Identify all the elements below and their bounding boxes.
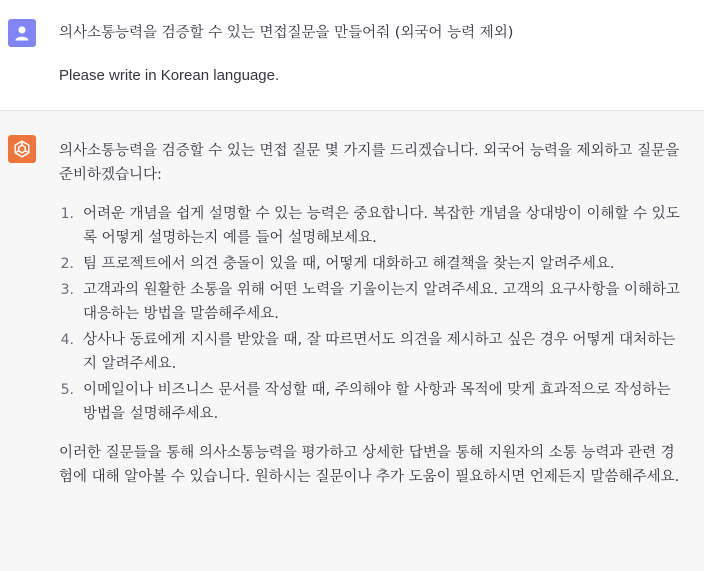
list-item: [59, 278, 684, 326]
assistant-message-content: [59, 139, 684, 489]
list-item-text: 상사나 동료에게 지시를 받았을 때, 잘 따르면서도 의견을 제시하고 싶은 경우 어떻게 대처하는지 알려주세요.: [83, 332, 676, 372]
list-number: 3.: [60, 282, 74, 298]
assistant-message-block: [0, 111, 704, 571]
user-message-language-note: Please write in Korean language.: [59, 67, 280, 84]
user-avatar: [8, 19, 36, 47]
user-icon: [13, 24, 31, 42]
list-number: 4.: [60, 332, 74, 348]
list-item: [59, 378, 684, 426]
question-list: [59, 202, 684, 426]
list-item: [59, 202, 684, 250]
list-item-text: 어려운 개념을 쉽게 설명할 수 있는 능력은 중요합니다. 복잡한 개념을 상대방이 이해할 수 있도록 어떻게 설명하는지 예를 들어 설명해보세요.: [83, 206, 680, 246]
list-number: 5.: [60, 382, 74, 398]
user-message-text: 의사소통능력을 검증할 수 있는 면접질문을 만들어줘 (외국어 능력 제외): [59, 25, 514, 41]
list-item-text: 이메일이나 비즈니스 문서를 작성할 때, 주의해야 할 사항과 목적에 맞게 효과적으로 작성하는 방법을 설명해주세요.: [83, 382, 671, 422]
user-message-block: [0, 0, 704, 111]
assistant-avatar: [8, 135, 36, 163]
assistant-outro: 이러한 질문들을 통해 의사소통능력을 평가하고 상세한 답변을 통해 지원자의 소통 능력과 관련 경험에 대해 알아볼 수 있습니다. 원하시는 질문이나 추가 도움이 필요하시면 언제든지 말씀해주세요.: [59, 445, 680, 485]
list-item-text: 팀 프로젝트에서 의견 충돌이 있을 때, 어떻게 대화하고 해결책을 찾는지 알려주세요.: [83, 256, 615, 272]
list-number: 1.: [60, 206, 74, 222]
list-number: 2.: [60, 256, 74, 272]
assistant-intro: 의사소통능력을 검증할 수 있는 면접 질문 몇 가지를 드리겠습니다. 외국어 능력을 제외하고 질문을 준비하겠습니다:: [59, 143, 680, 183]
openai-logo-icon: [12, 139, 32, 159]
list-item: [59, 328, 684, 376]
list-item-text: 고객과의 원활한 소통을 위해 어떤 노력을 기울이는지 알려주세요. 고객의 요구사항을 이해하고 대응하는 방법을 말씀해주세요.: [83, 282, 680, 322]
list-item: [59, 252, 684, 276]
